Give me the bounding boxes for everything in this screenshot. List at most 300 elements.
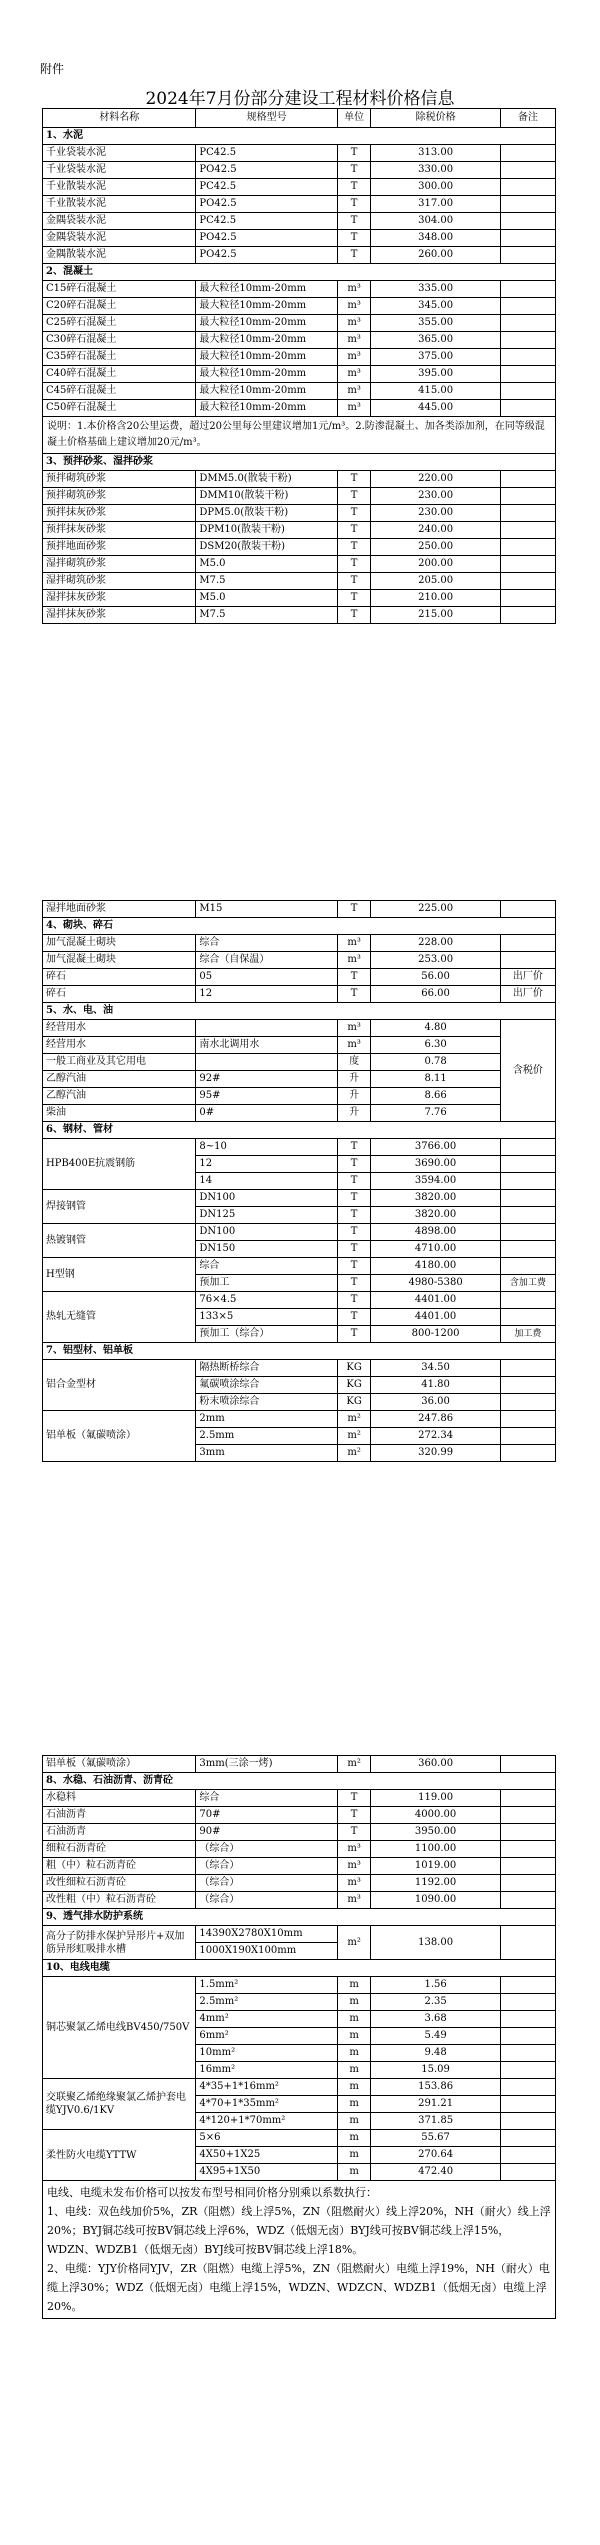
unit: T [337,162,371,179]
remark [500,607,555,624]
unit: m [337,2079,371,2096]
remark: 含加工费 [500,1275,555,1292]
table-row [43,1105,556,1122]
price: 2.35 [371,1994,500,2011]
table-row [43,1020,556,1037]
header-row [43,109,556,128]
unit: m³ [337,1841,371,1858]
spec-model [196,1054,337,1071]
unit: T [337,1292,371,1309]
price: 153.86 [371,2079,500,2096]
table-row [43,1258,556,1275]
spec-model: 南水北调用水 [196,1037,337,1054]
price: 4000.00 [371,1807,500,1824]
price: 3950.00 [371,1824,500,1841]
section-row [43,1909,556,1926]
price: 472.40 [371,2164,500,2181]
remark [500,1841,555,1858]
material-name: 改性粗（中）粒石沥青砼 [43,1892,196,1909]
price: 360.00 [371,1756,500,1773]
material-name: 预拌砌筑砂浆 [43,488,196,505]
remark [500,2130,555,2147]
table-row [43,2079,556,2096]
price: 6.30 [371,1037,500,1054]
table-row [43,1875,556,1892]
price: 320.99 [371,1445,500,1462]
material-name: 粗（中）粒石沥青砼 [43,1858,196,1875]
concrete-note: 说明：1.本价格含20公里运费，超过20公里每公里建议增加1元/m³。2.防渗混凝土、加各类添加剂，在同等级混凝土价格基础上建议增加20元/m³。 [43,417,556,454]
spec-model: 最大粒径10mm-20mm [196,281,337,298]
table-row [43,1790,556,1807]
table-row [43,1807,556,1824]
spec-model: DMM10(散装干粉) [196,488,337,505]
remark [500,1224,555,1241]
table-row [43,522,556,539]
price: 313.00 [371,145,500,162]
price: 260.00 [371,247,500,264]
unit: T [337,471,371,488]
unit: T [337,505,371,522]
remark [500,1394,555,1411]
section-heading: 1、水泥 [43,128,556,145]
material-name: 改性细粒石沥青砼 [43,1875,196,1892]
price-table-page1 [42,108,556,624]
price: 330.00 [371,162,500,179]
unit: m² [337,1411,371,1428]
unit: T [337,573,371,590]
column-header: 备注 [500,109,555,128]
spec-model: 92# [196,1071,337,1088]
price: 41.80 [371,1377,500,1394]
remark [500,2011,555,2028]
price: 247.86 [371,1411,500,1428]
unit: T [337,1326,371,1343]
unit: T [337,1258,371,1275]
price: 3690.00 [371,1156,500,1173]
spec-model: 14 [196,1173,337,1190]
price: 415.00 [371,383,500,400]
spec-model: 12 [196,986,337,1003]
spec-model: 隔热断桥综合 [196,1360,337,1377]
spec-model: PO42.5 [196,162,337,179]
unit: 升 [337,1105,371,1122]
remark [500,2045,555,2062]
spec-model: DSM20(散装干粉) [196,539,337,556]
unit: m² [337,1428,371,1445]
spec-model: 70# [196,1807,337,1824]
unit: KG [337,1377,371,1394]
table-row [43,986,556,1003]
material-name: 热轧无缝管 [43,1292,196,1343]
material-name: C50碎石混凝土 [43,400,196,417]
material-name: 金隅袋装水泥 [43,213,196,230]
spec-model: 综合 [196,1258,337,1275]
unit: m³ [337,952,371,969]
remark [500,179,555,196]
unit: m² [337,1926,371,1960]
material-name: 高分子防排水保护异形片+双加筋异形虹吸排水槽 [43,1926,196,1960]
spec-model: 粉末喷涂综合 [196,1394,337,1411]
remark [500,1258,555,1275]
unit: T [337,196,371,213]
remark [500,505,555,522]
price: 335.00 [371,281,500,298]
price: 66.00 [371,986,500,1003]
table-row [43,1088,556,1105]
unit: m³ [337,366,371,383]
spec-model: 4*70+1*35mm² [196,2096,337,2113]
price: 348.00 [371,230,500,247]
remark [500,1428,555,1445]
material-name: 石油沥青 [43,1824,196,1841]
unit: m [337,2164,371,2181]
spec-model: 76×4.5 [196,1292,337,1309]
remark [500,471,555,488]
spec-model: PC42.5 [196,179,337,196]
price: 200.00 [371,556,500,573]
material-name: 预拌砌筑砂浆 [43,471,196,488]
material-name: 预拌抹灰砂浆 [43,505,196,522]
price: 445.00 [371,400,500,417]
table-row [43,1360,556,1377]
remark [500,247,555,264]
unit: m³ [337,332,371,349]
material-name: 湿拌地面砂浆 [43,901,196,918]
section-heading: 9、透气排水防护系统 [43,1909,556,1926]
table-row [43,952,556,969]
material-name: C35碎石混凝土 [43,349,196,366]
price: 36.00 [371,1394,500,1411]
spec-model: DN150 [196,1241,337,1258]
table-row [43,349,556,366]
material-name: 热镀钢管 [43,1224,196,1258]
spec-model: 最大粒径10mm-20mm [196,315,337,332]
material-name: C25碎石混凝土 [43,315,196,332]
table-row [43,471,556,488]
material-name: H型钢 [43,1258,196,1292]
remark [500,1241,555,1258]
table-row [43,539,556,556]
section-row [43,1343,556,1360]
unit: m³ [337,1037,371,1054]
material-name: 焊接钢管 [43,1190,196,1224]
unit: KG [337,1360,371,1377]
material-name: 千业袋装水泥 [43,162,196,179]
spec-model: （综合） [196,1858,337,1875]
price: 3766.00 [371,1139,500,1156]
table-row [43,213,556,230]
price: 3820.00 [371,1207,500,1224]
unit: m [337,1977,371,1994]
spec-model: 最大粒径10mm-20mm [196,298,337,315]
price: 1.56 [371,1977,500,1994]
price: 15.09 [371,2062,500,2079]
unit: T [337,901,371,918]
remark [500,366,555,383]
spec-model: M7.5 [196,607,337,624]
unit: m [337,2011,371,2028]
unit: T [337,1224,371,1241]
spec-model: （综合） [196,1892,337,1909]
remark [500,539,555,556]
unit: m [337,2062,371,2079]
material-name: 千业散装水泥 [43,179,196,196]
unit: m³ [337,298,371,315]
price: 355.00 [371,315,500,332]
material-name: 预拌地面砂浆 [43,539,196,556]
spec-model: 8~10 [196,1139,337,1156]
material-name: 湿拌抹灰砂浆 [43,607,196,624]
remark [500,556,555,573]
remark [500,1190,555,1207]
price: 230.00 [371,488,500,505]
price: 345.00 [371,298,500,315]
spec-model: 4X50+1X25 [196,2147,337,2164]
table-row [43,298,556,315]
remark [500,952,555,969]
price: 250.00 [371,539,500,556]
table-row [43,332,556,349]
price: 317.00 [371,196,500,213]
table-row [43,162,556,179]
unit: T [337,986,371,1003]
price: 230.00 [371,505,500,522]
table-row [43,230,556,247]
section-row [43,1773,556,1790]
price: 4.80 [371,1020,500,1037]
remark [500,1207,555,1224]
material-name: 千业袋装水泥 [43,145,196,162]
remark [500,332,555,349]
material-name: 经营用水 [43,1020,196,1037]
remark [500,1892,555,1909]
section-heading: 8、水稳、石油沥青、沥青砼 [43,1773,556,1790]
spec-model: 3mm [196,1445,337,1462]
table-row [43,505,556,522]
unit: m³ [337,315,371,332]
section-row [43,1960,556,1977]
unit: m³ [337,935,371,952]
remark [500,901,555,918]
unit: m³ [337,1875,371,1892]
material-name: 乙醇汽油 [43,1071,196,1088]
spec-model: （综合） [196,1875,337,1892]
spec-model: DPM10(散装干粉) [196,522,337,539]
unit: T [337,1190,371,1207]
unit: m [337,2147,371,2164]
price: 304.00 [371,213,500,230]
price: 0.78 [371,1054,500,1071]
unit: T [337,522,371,539]
table-row [43,1054,556,1071]
material-name: 加气混凝土砌块 [43,935,196,952]
price: 225.00 [371,901,500,918]
column-header: 单位 [337,109,371,128]
spec-model: 最大粒径10mm-20mm [196,383,337,400]
price-table-page2 [42,900,556,1462]
spec-model: 最大粒径10mm-20mm [196,366,337,383]
price: 4898.00 [371,1224,500,1241]
spec-model: 05 [196,969,337,986]
section-row [43,128,556,145]
section-row [43,918,556,935]
spec-model: PO42.5 [196,196,337,213]
remark [500,349,555,366]
remark [500,145,555,162]
spec-model: PO42.5 [196,247,337,264]
spec-model: 95# [196,1088,337,1105]
unit: m [337,2113,371,2130]
material-name: 铝单板（氟碳喷涂） [43,1756,196,1773]
remark [500,400,555,417]
spec-model: 最大粒径10mm-20mm [196,332,337,349]
remark [500,935,555,952]
table-row [43,1824,556,1841]
material-name: 金隅袋装水泥 [43,230,196,247]
section-heading: 5、水、电、油 [43,1003,556,1020]
unit: 升 [337,1071,371,1088]
price: 3594.00 [371,1173,500,1190]
remark [500,1824,555,1841]
spec-model: DN100 [196,1224,337,1241]
material-name: 柔性防火电缆YTTW [43,2130,196,2181]
unit: T [337,590,371,607]
table-row [43,196,556,213]
price: 300.00 [371,179,500,196]
table-row [43,1858,556,1875]
spec-model: 预加工（综合） [196,1326,337,1343]
price: 1019.00 [371,1858,500,1875]
spec-model: 0# [196,1105,337,1122]
cable-note: 电线、电缆未发布价格可以按发布型号相同价格分别乘以系数执行： 1、电线：双色线加价5%，ZR（阻燃）线上浮5%，ZN（阻燃耐火）线上浮20%，NH（耐火）线上浮20%；BYJ铜芯线可按BV铜芯线上浮6%，WDZ（低烟无卤）BYJ线可按BV铜芯线上浮15%，WDZN、WDZB1（低烟无卤）BYJ线可按BV铜芯线上浮18%。 2、电缆：YJY价格同YJV，ZR（阻燃）电缆上浮5%，ZN（阻燃耐火）电缆上浮19%，NH（耐火）电缆上浮30%；WDZ（低烟无卤）电缆上浮15%，WDZN、WDZCN、WDZB1（低烟无卤）电缆上浮20%。 [43,2181,556,2319]
table-row [43,1037,556,1054]
unit: m³ [337,281,371,298]
price: 291.21 [371,2096,500,2113]
remark [500,1977,555,1994]
remark [500,230,555,247]
unit: T [337,247,371,264]
remark [500,1377,555,1394]
material-name: 铜芯聚氯乙烯电线BV450/750V [43,1977,196,2079]
spec-model: 4mm² [196,2011,337,2028]
unit: m³ [337,383,371,400]
material-name: 湿拌砌筑砂浆 [43,573,196,590]
unit: m³ [337,1020,371,1037]
unit: T [337,1156,371,1173]
unit: T [337,539,371,556]
remark [500,281,555,298]
price: 205.00 [371,573,500,590]
spec-model: 14390X2780X10mm [196,1926,337,1943]
price: 215.00 [371,607,500,624]
spec-model: PC42.5 [196,145,337,162]
table-row [43,145,556,162]
spec-model: 16mm² [196,2062,337,2079]
remark [500,1807,555,1824]
table-row [43,1756,556,1773]
remark [500,1173,555,1190]
material-name: 金隅散装水泥 [43,247,196,264]
section-row [43,264,556,281]
remark [500,1756,555,1773]
unit: m³ [337,1892,371,1909]
price: 1192.00 [371,1875,500,1892]
table-row [43,573,556,590]
material-name: 一般工商业及其它用电 [43,1054,196,1071]
remark: 含税价 [500,1020,555,1122]
spec-model: 4*120+1*70mm² [196,2113,337,2130]
unit: m² [337,1445,371,1462]
spec-model: 2mm [196,1411,337,1428]
table-row [43,1841,556,1858]
price: 220.00 [371,471,500,488]
spec-model: DN100 [196,1190,337,1207]
table-row [43,556,556,573]
remark [500,2113,555,2130]
unit: m [337,2045,371,2062]
material-name: 石油沥青 [43,1807,196,1824]
page-title: 2024年7月份部分建设工程材料价格信息 [145,89,455,109]
unit: 度 [337,1054,371,1071]
spec-model: 综合 [196,1790,337,1807]
note-row [43,2181,556,2319]
price: 119.00 [371,1790,500,1807]
price-table-page3 [42,1755,556,2319]
remark [500,2147,555,2164]
material-name: C20碎石混凝土 [43,298,196,315]
price: 55.67 [371,2130,500,2147]
table-row [43,1190,556,1207]
spec-model: M5.0 [196,590,337,607]
price: 240.00 [371,522,500,539]
remark [500,1994,555,2011]
spec-model: 3mm(三涂一烤) [196,1756,337,1773]
remark [500,590,555,607]
remark [500,1360,555,1377]
unit: T [337,969,371,986]
column-header: 规格型号 [196,109,337,128]
remark [500,488,555,505]
spec-model: 1000X190X100mm [196,1943,337,1960]
price: 210.00 [371,590,500,607]
spec-model: PC42.5 [196,213,337,230]
remark [500,2062,555,2079]
spec-model: PO42.5 [196,230,337,247]
price: 4710.00 [371,1241,500,1258]
material-name: 乙醇汽油 [43,1088,196,1105]
section-heading: 4、砌块、碎石 [43,918,556,935]
remark [500,298,555,315]
note-row [43,417,556,454]
table-row [43,1139,556,1156]
remark [500,1292,555,1309]
remark [500,1875,555,1892]
table-row [43,1224,556,1241]
price: 395.00 [371,366,500,383]
remark [500,573,555,590]
unit: T [337,213,371,230]
price: 4980-5380 [371,1275,500,1292]
table-row [43,2130,556,2147]
material-name: 湿拌砌筑砂浆 [43,556,196,573]
price: 272.34 [371,1428,500,1445]
material-name: C15碎石混凝土 [43,281,196,298]
material-name: 铝合金型材 [43,1360,196,1411]
material-name: 预拌抹灰砂浆 [43,522,196,539]
price: 3.68 [371,2011,500,2028]
spec-model: 12 [196,1156,337,1173]
table-row [43,488,556,505]
